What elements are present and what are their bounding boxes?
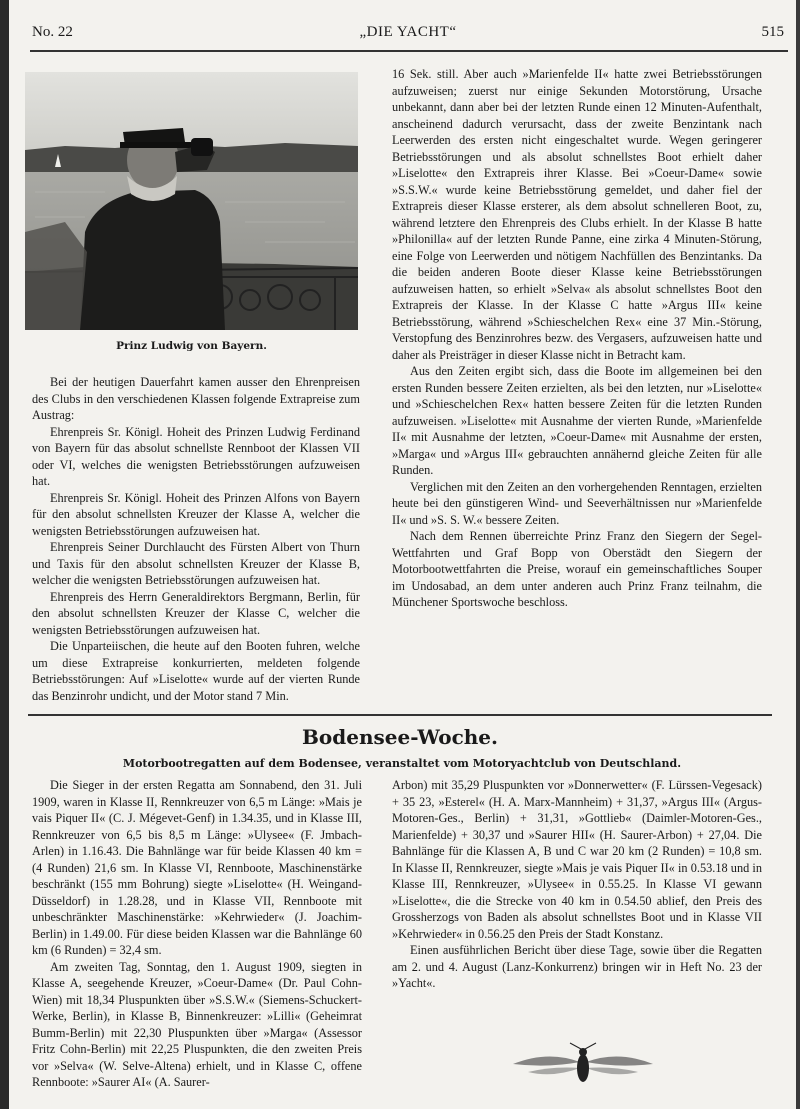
paragraph: Bei der heutigen Dauerfahrt kamen ausser den Ehrenpreisen des Clubs in den verschiedenen Klassen folgende Extrapreise zum Austrag: [32, 375, 360, 422]
issue-number: No. 22 [32, 24, 73, 40]
left-column-top [32, 374, 360, 704]
section-subtitle: Motorbootregatten auf dem Bodensee, veranstaltet vom Motoryachtclub von Deutschland. [122, 757, 682, 770]
paragraph: Ehrenpreis Sr. Königl. Hoheit des Prinzen Alfons von Bayern für den absolut schnellsten Kreuzer der Klasse A, welcher die wenigsten Betriebsstörungen aufzuweisen hat. [32, 490, 360, 538]
paragraph: 16 Sek. still. Aber auch »Marienfelde II« hatte zwei Betriebsstörungen aufzuweisen; zuerst nur einige Sekunden Motorstörung, Ursache unbekannt, dann aber bei der letzten Runde einen 12 Minuten-Aufenthalt, anscheinend dadurch verursacht, dass der zweite Benzintank nach Leerwerden des ersten nicht eingeschaltet wurde. Wegen geringerer Betriebsstörungen und als absolut schnellstes Boot erhielt daher »Liselotte« den Extrapreis ihrer Klasse. Bei »Coeur-Dame« sowie »S.S.W.« wurde keine Betriebsstörung gemeldet, und daher fiel der Extrapreis dieser Klasse ersterer, als dem absolut schnelleren Boot, zu, während letztere den Ehrenpreis des Clubs erhielt. In der Klasse B hatte »Philonilla« auf der letzten Runde Panne, eine zirka 4 Minuten-Störung, eine Folge von Leerwerden und nötigem Nachfüllen des Benzintanks. Da die beiden anderen Boote dieser Klasse keine Betriebsstörungen aufzuweisen hatten, so erhielt »Selva« als absolut schnellstes Boot den Extrapreis der Klasse. In der Klasse C hatte »Argus III« keine Betriebsstörung, während »Schieschelchen Rex« eine 37 Min.-Störung, Verstopfung des Benzinrohres bezw. des Vergasers, aufzuweisen hatte und daher als Preisträger in dieser Klasse nicht in Betracht kam. [392, 67, 762, 362]
paragraph: Verglichen mit den Zeiten an den vorhergehenden Renntagen, erzielten heute bei den günstigeren Wind- und Seeverhältnissen nur »Marienfelde II« und »S. S. W.« bessere Zeiten. [392, 479, 762, 527]
paragraph: Die Sieger in der ersten Regatta am Sonnabend, den 31. Juli 1909, waren in Klasse II, Rennkreuzer von 6,5 m Länge: »Mais je vais Piquer II« (C. J. Mégevet-Genf) in 1.34.35, und in Klasse III, Rennkreuzer von 6,5 bis 8,5 m Länge: »Ulysee« (F. Jmbach-Arlen) in 1.16.43. Die Bahnlänge war für beide Klassen 40 km = (4 Runden) 21,6 sm. In Klasse VI, Rennboote, Maschinenstärke beschränkt (155 mm Bohrung) siegte »Liselotte« (H. Weingand-Düsseldorf) in 1.28.28, und in Klasse VII, Rennboote mit unbeschränkter Maschinenstärke: »Kehrwieder« (J. Joachim-Berlin) in 1.49.00. Für diese beiden Klassen war die Bahnlänge 60 km (6 Runden) = 32,4 sm. [32, 778, 362, 957]
paragraph: Aus den Zeiten ergibt sich, dass die Boote im allgemeinen bei den ersten Runden bessere Zeiten erzielten, als bei den letzten, nur »Liselotte« und »Schieschelchen Rex« hatten bessere Zeiten für die letzten Runden aufzuweisen. »Liselotte« mit Ausnahme der vierten Runde, »Marienfelde II« mit Ausnahme der letzten, »Coeur-Dame« mit Ausnahme der ersten, »Marga« und »Argus III« gebrauchten annähernd gleiche Zeiten für alle Runden. [392, 364, 762, 477]
photo-illustration [25, 72, 358, 330]
left-column-bottom [32, 777, 362, 1091]
paragraph: Ehrenpreis Seiner Durchlaucht des Fürsten Albert von Thurn und Taxis für den absolut schnellsten Kreuzer der Klasse B, welcher die wenigsten Betriebsstörungen aufzuweisen hat. [32, 540, 360, 587]
section-title: Bodensee-Woche. [302, 725, 498, 749]
paragraph: Am zweiten Tag, Sonntag, den 1. August 1909, siegten in Klasse A, seegehende Kreuzer, »Coeur-Dame« (Dr. Paul Cohn-Wien) mit 18,34 Pluspunkten über »S.S.W.« (Siemens-Schuckert-Werke, Berlin), in Klasse B, Binnenkreuzer: »Lilli« (Geheimrat Bumm-Berlin) mit 22,30 Pluspunkten über »Marga« (Assessor Fritz Cohn-Berlin) mit 22,25 Pluspunkten, die den zweiten Preis vor »Selva« (W. Selve-Altena) erhielt, und in Klasse C, offene Rennboote: »Saurer AI« (A. Saurer- [32, 959, 362, 1089]
paragraph: Einen ausführlichen Bericht über diese Tage, sowie über die Regatten am 2. und 4. August (Lanz-Konkurrenz) bringen wir in Heft No. 23 der »Yacht«. [392, 943, 762, 990]
page-number: 515 [761, 24, 784, 40]
journal-title: „DIE YACHT“ [359, 24, 457, 40]
paragraph: Die Unparteiischen, die heute auf den Booten fuhren, welche um diese Extrapreise konkurrierten, meldeten folgende Betriebsstörungen: Auf »Liselotte« wurde auf der vierten Runde das Benzinrohr undicht, und der Motor stand 7 Min. [32, 639, 360, 703]
header-rule [30, 50, 788, 52]
page-header [32, 24, 784, 46]
paragraph: Ehrenpreis Sr. Königl. Hoheit des Prinzen Ludwig Ferdinand von Bayern für das absolut schnellste Rennboot der Klassen VII oder VI, welches die wenigsten Betriebsstörungen aufzuweisen hat. [32, 424, 360, 488]
page-edge-right [796, 0, 800, 1109]
page-edge-left [0, 0, 9, 1109]
right-column-bottom [392, 777, 762, 992]
ornament-illustration [508, 1042, 658, 1088]
photo-caption: Prinz Ludwig von Bayern. [116, 340, 267, 352]
insect-ornament [508, 1042, 658, 1088]
paragraph: Ehrenpreis des Herrn Generaldirektors Bergmann, Berlin, für den absolut schnellsten Kreuzer der Klasse C, welcher die wenigsten Betriebsstörungen aufzuweisen hat. [32, 589, 360, 637]
paragraph: Arbon) mit 35,29 Pluspunkten vor »Donnerwetter« (F. Lürssen-Vegesack) + 35 23, »Esterel« (H. A. Marx-Mannheim) + 31,37, »Argus III« (Argus-Motoren-Ges., Berlin) + 31,31, »Gottlieb« (Daimler-Motoren-Ges., Marienfelde) + 30,37 und »Saurer HII« (H. Saurer-Arbon) + 27,04. Die Bahnlänge für die Klassen A, B und C war 20 km (2 Runden) = 10,8 sm. In Klasse II, Rennkreuzer, siegte »Mais je vais Piquer II« in 0.53.18 und in Klasse III, Rennkreuzer, »Ulysee« in 0.55.25. In Klasse VI gewann »Liselotte«, die die Strecke von 40 km in 0.54.50 ablief, den Preis des Grossherzogs von Baden als absolut schnellstes Boot und in Klasse VII »Kehrwieder« in 0.56.25 den Preis der Stadt Konstanz. [392, 778, 762, 941]
photo-prince-ludwig [25, 72, 358, 330]
section-divider [28, 714, 772, 716]
right-column-top [392, 66, 762, 611]
paragraph: Nach dem Rennen überreichte Prinz Franz den Siegern der Segel-Wettfahrten und Graf Bopp von Oberstädt den Siegern der Motorbootwettfahrten die Preise, worauf ein gemeinschaftliches Souper im Undosabad, an dem unter anderen auch Prinz Franz teilnahm, die Münchener Sportswoche beschloss. [392, 529, 762, 609]
